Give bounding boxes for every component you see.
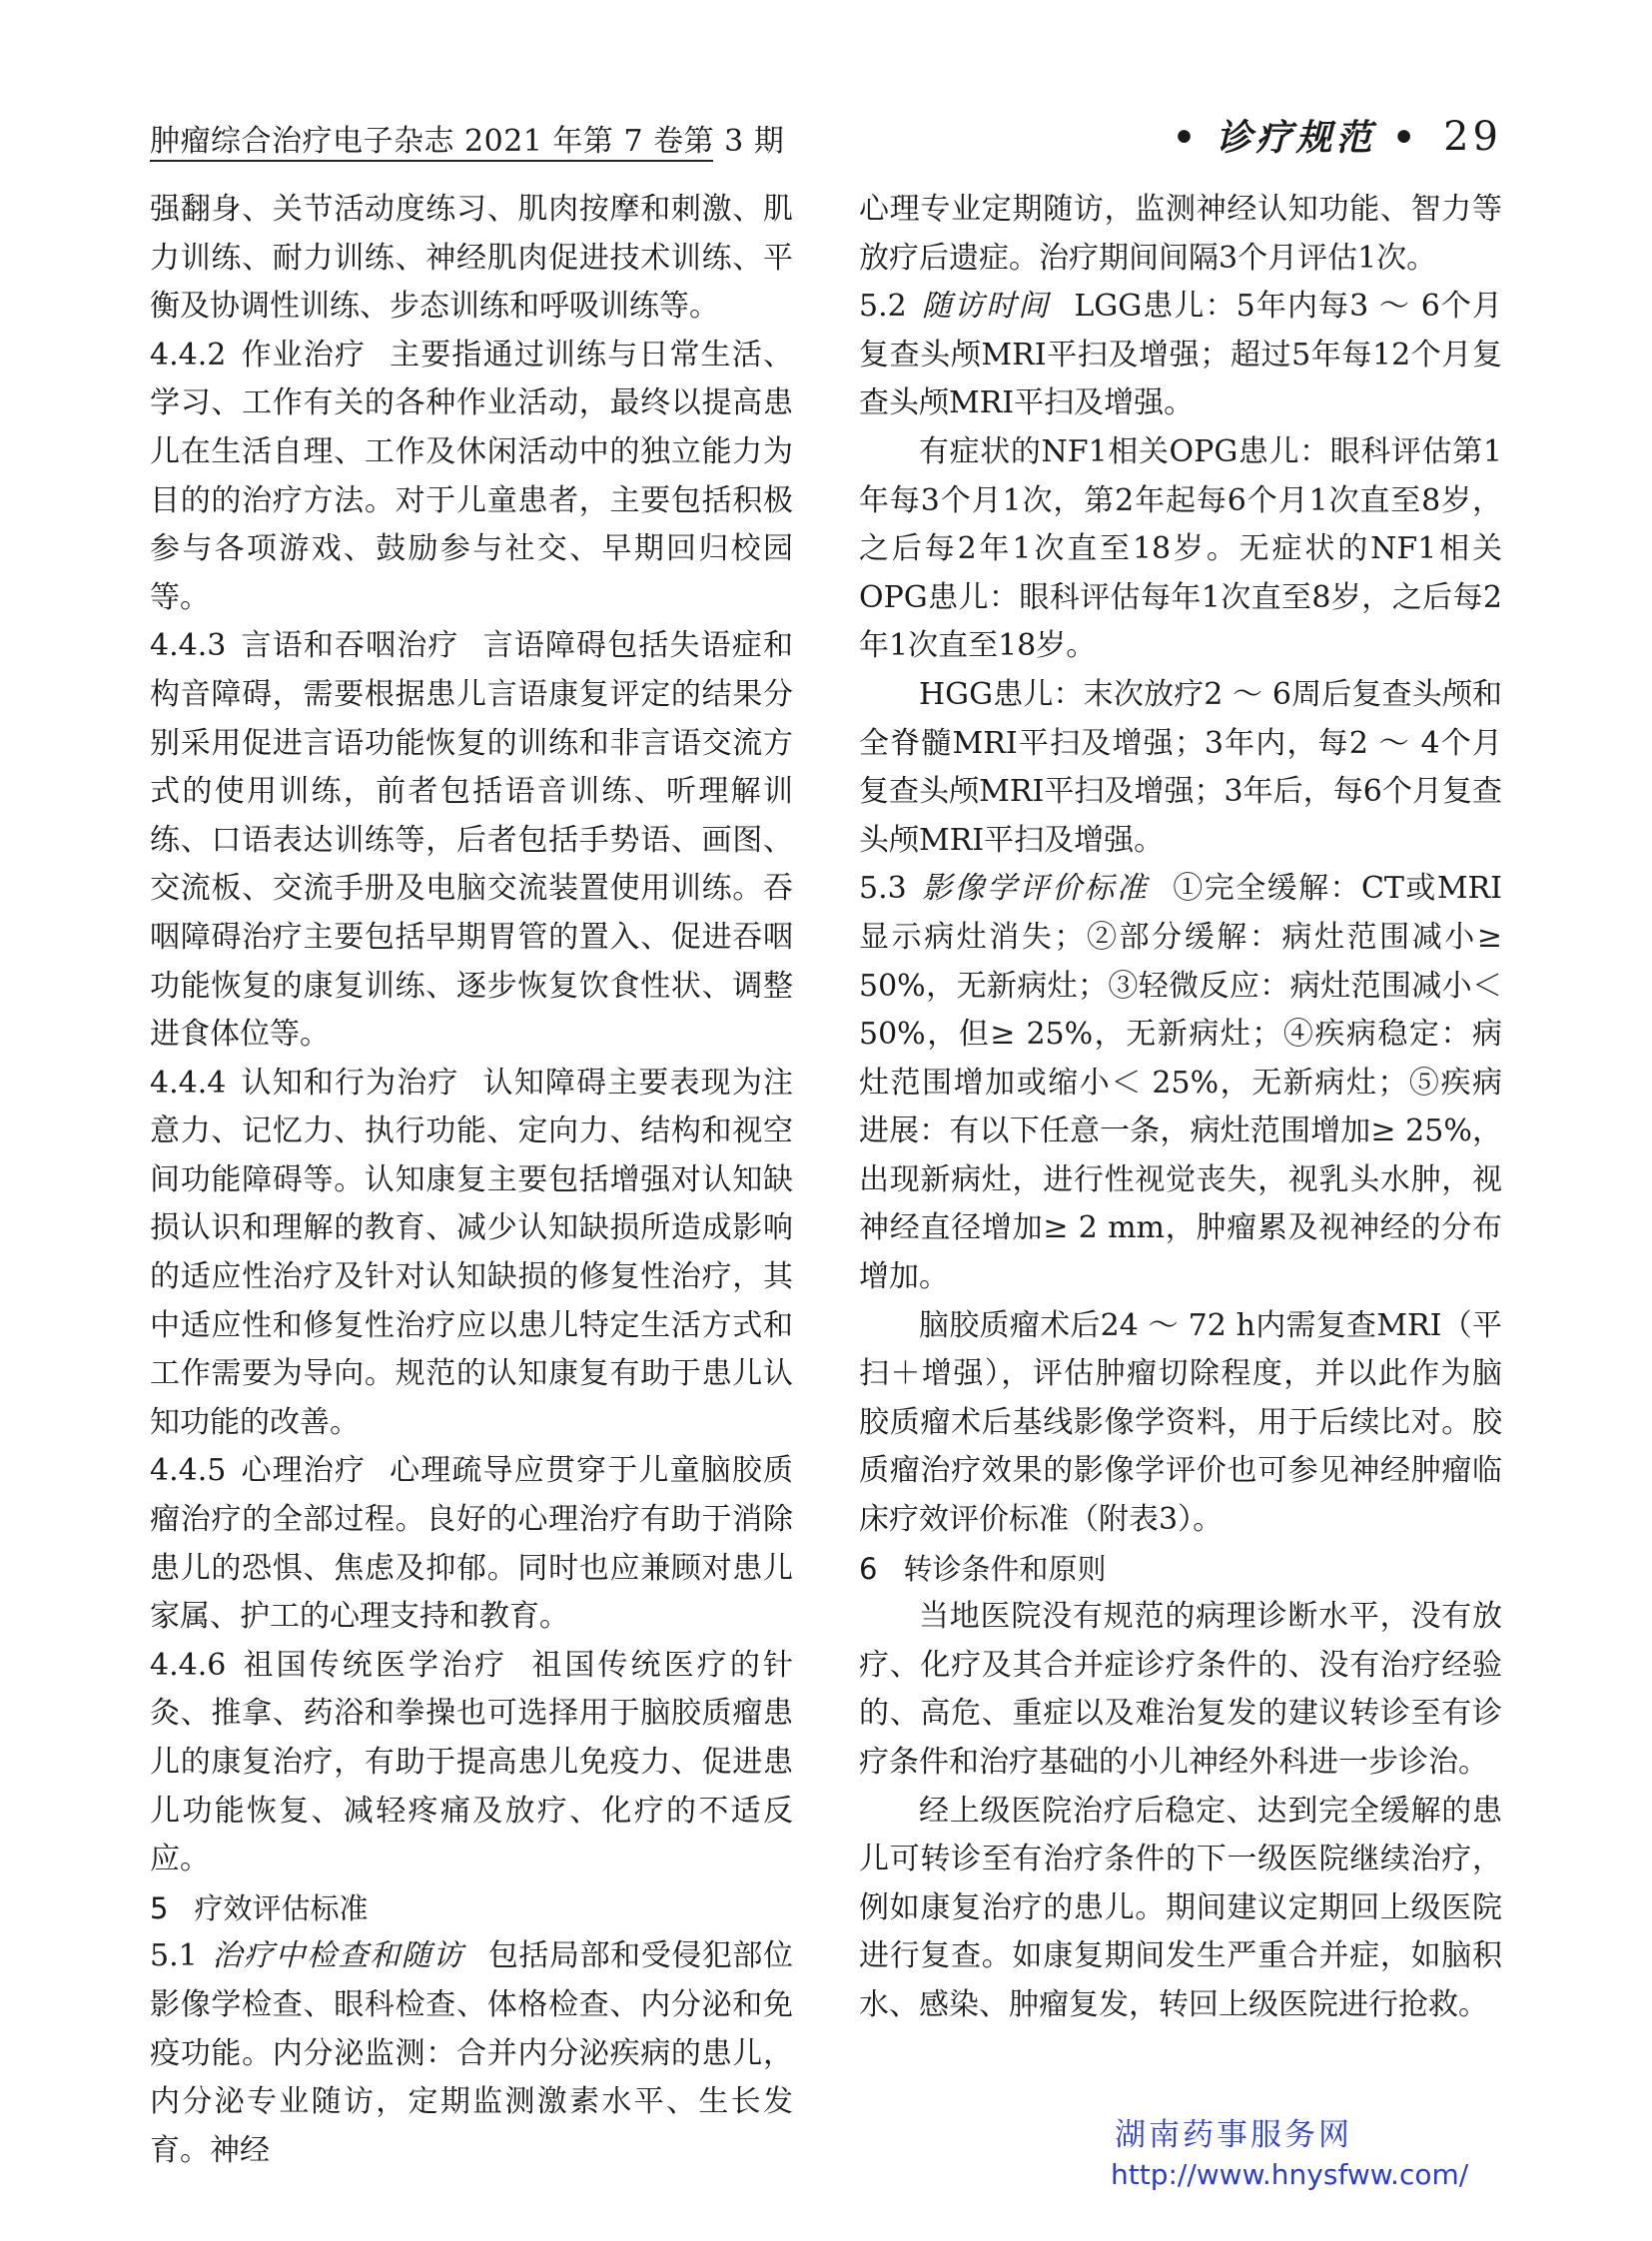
- subsection-paragraph: [150, 622, 793, 1059]
- section-label: • 诊疗规范 •: [1173, 117, 1420, 159]
- subsection-text: ①完全缓解：CT或MRI显示病灶消失；②部分缓解：病灶范围减小≥ 50%，无新病灶；③轻微反应：病灶范围减小＜ 50%，但≥ 25%，无新病灶；④疾病稳定：病灶范围增加或缩小＜ 25%，无新病灶；⑤疾病进展：有以下任意一条，病灶范围增加≥ 25%，出现新病灶，进行性视觉丧失，视乳头水肿，视神经直径增加≥ 2 mm，肿瘤累及视神经的分布增加。: [859, 871, 1502, 1295]
- watermark-site: 湖南药事服务网: [1115, 2117, 1352, 2153]
- subsection-number: 5.1: [150, 1938, 198, 1974]
- watermark: [1111, 2109, 1468, 2191]
- paragraph: 有症状的NF1相关OPG患儿：眼科评估第1年每3个月1次，第2年起每6个月1次直至8岁，之后每2年1次直至18岁。无症状的NF1相关OPG患儿：眼科评估每年1次直至8岁，之后每2年1次直至18岁。: [859, 433, 1502, 664]
- paragraph: 脑胶质瘤术后24 ～ 72 h内需复查MRI（平扫＋增强），评估肿瘤切除程度，并以此作为脑胶质瘤术后基线影像学资料，用于后续比对。胶质瘤治疗效果的影像学评价也可参见神经肿瘤临床疗效评价标准（附表3）。: [859, 1307, 1502, 1538]
- subsection-number: 4.4.3: [150, 628, 227, 664]
- subsection-label: 言语和吞咽治疗: [240, 628, 459, 664]
- subsection-paragraph: [150, 1447, 793, 1641]
- left-column: [150, 186, 793, 2175]
- subsection-label: 祖国传统医学治疗: [240, 1647, 508, 1683]
- paragraph: 心理专业定期随访，监测神经认知功能、智力等放疗后遗症。治疗期间间隔3个月评估1次。: [859, 192, 1502, 276]
- paragraph: HGG患儿：末次放疗2 ～ 6周后复查头颅和全脊髓MRI平扫及增强；3年内，每2 ～ 4个月复查头颅MRI平扫及增强；3年后，每6个月复查头颅MRI平扫及增强。: [859, 676, 1502, 858]
- paragraph: 经上级医院治疗后稳定、达到完全缓解的患儿可转诊至有治疗条件的下一级医院继续治疗，例如康复治疗的患儿。期间建议定期回上级医院进行复查。如康复期间发生严重合并症，如脑积水、感染、肿瘤复发，转回上级医院进行抢救。: [859, 1793, 1502, 2022]
- section-number: 6: [859, 1551, 878, 1586]
- subsection-label: 心理治疗: [240, 1453, 367, 1489]
- subsection-text: 言语障碍包括失语症和构音障碍，需要根据患儿言语康复评定的结果分别采用促进言语功能恢复的训练和非言语交流方式的使用训练，前者包括语音训练、听理解训练、口语表达训练等，后者包括手势语、画图、交流板、交流手册及电脑交流装置使用训练。吞咽障碍治疗主要包括早期胃管的置入、促进吞咽功能恢复的康复训练、逐步恢复饮食性状、调整进食体位等。: [150, 628, 793, 1053]
- subsection-paragraph: [859, 283, 1502, 428]
- right-column: [859, 186, 1502, 2030]
- subsection-number: 5.3: [859, 871, 907, 907]
- subsection-text: 祖国传统医疗的针灸、推拿、药浴和拳操也可选择用于脑胶质瘤患儿的康复治疗，有助于提高患儿免疫力、促进患儿功能恢复、减轻疼痛及放疗、化疗的不适反应。: [150, 1647, 794, 1877]
- subsection-text: 认知障碍主要表现为注意力、记忆力、执行功能、定向力、结构和视空间功能障碍等。认知康复主要包括增强对认知缺损认识和理解的教育、减少认知缺损所造成影响的适应性治疗及针对认知缺损的修复性治疗，其中适应性和修复性治疗应以患儿特定生活方式和工作需要为导向。规范的认知康复有助于患儿认知功能的改善。: [150, 1065, 793, 1440]
- page-number: 29: [1443, 114, 1502, 160]
- subsection-text: 心理疏导应贯穿于儿童脑胶质瘤治疗的全部过程。良好的心理治疗有助于消除患儿的恐惧、焦虑及抑郁。同时也应兼顾对患儿家属、护工的心理支持和教育。: [150, 1453, 793, 1635]
- subsection-label: 影像学评价标准: [920, 871, 1150, 907]
- subsection-label: 认知和行为治疗: [240, 1065, 459, 1101]
- subsection-text: 包括局部和受侵犯部位影像学检查、眼科检查、体格检查、内分泌和免疫功能。内分泌监测：合并内分泌疾病的患儿，内分泌专业随访，定期监测激素水平、生长发育。神经: [150, 1938, 793, 2168]
- section-title: 转诊条件和原则: [903, 1551, 1107, 1586]
- journal-header: 肿瘤综合治疗电子杂志 2021 年第 7 卷第 3 期: [150, 124, 785, 159]
- section-heading: [859, 1545, 1502, 1594]
- subsection-text: LGG患儿：5年内每3 ～ 6个月复查头颅MRI平扫及增强；超过5年每12个月复查头颅MRI平扫及增强。: [859, 289, 1503, 421]
- section-heading: [150, 1884, 793, 1933]
- subsection-number: 4.4.5: [150, 1453, 227, 1489]
- paragraph: 当地医院没有规范的病理诊断水平，没有放疗、化疗及其合并症诊疗条件的、没有治疗经验的、高危、重症以及难治复发的建议转诊至有诊疗条件和治疗基础的小儿神经外科进一步诊治。: [859, 1599, 1502, 1780]
- watermark-url[interactable]: http://www.hnysfww.com/: [1111, 2158, 1469, 2191]
- subsection-paragraph: [859, 865, 1502, 1301]
- subsection-label: 作业治疗: [240, 337, 367, 373]
- subsection-text: 主要指通过训练与日常生活、学习、工作有关的各种作业活动，最终以提高患儿在生活自理、工作及休闲活动中的独立能力为目的的治疗方法。对于儿童患者，主要包括积极参与各项游戏、鼓励参与社交、早期回归校园等。: [150, 337, 793, 615]
- subsection-label: 随访时间: [920, 289, 1051, 325]
- subsection-paragraph: [150, 332, 793, 623]
- subsection-number: 4.4.6: [150, 1647, 227, 1683]
- subsection-paragraph: [150, 1932, 793, 2175]
- section-number: 5: [150, 1890, 169, 1925]
- subsection-label: 治疗中检查和随访: [211, 1938, 464, 1974]
- subsection-paragraph: [150, 1642, 793, 1884]
- subsection-paragraph: [150, 1060, 793, 1448]
- section-title: 疗效评估标准: [194, 1890, 369, 1925]
- subsection-number: 4.4.4: [150, 1065, 227, 1101]
- subsection-number: 5.2: [859, 289, 907, 325]
- subsection-number: 4.4.2: [150, 337, 227, 373]
- section-header: [1173, 110, 1502, 161]
- header-rule: [150, 160, 713, 162]
- paragraph: 强翻身、关节活动度练习、肌肉按摩和刺激、肌力训练、耐力训练、神经肌肉促进技术训练、平衡及协调性训练、步态训练和呼吸训练等。: [150, 192, 793, 325]
